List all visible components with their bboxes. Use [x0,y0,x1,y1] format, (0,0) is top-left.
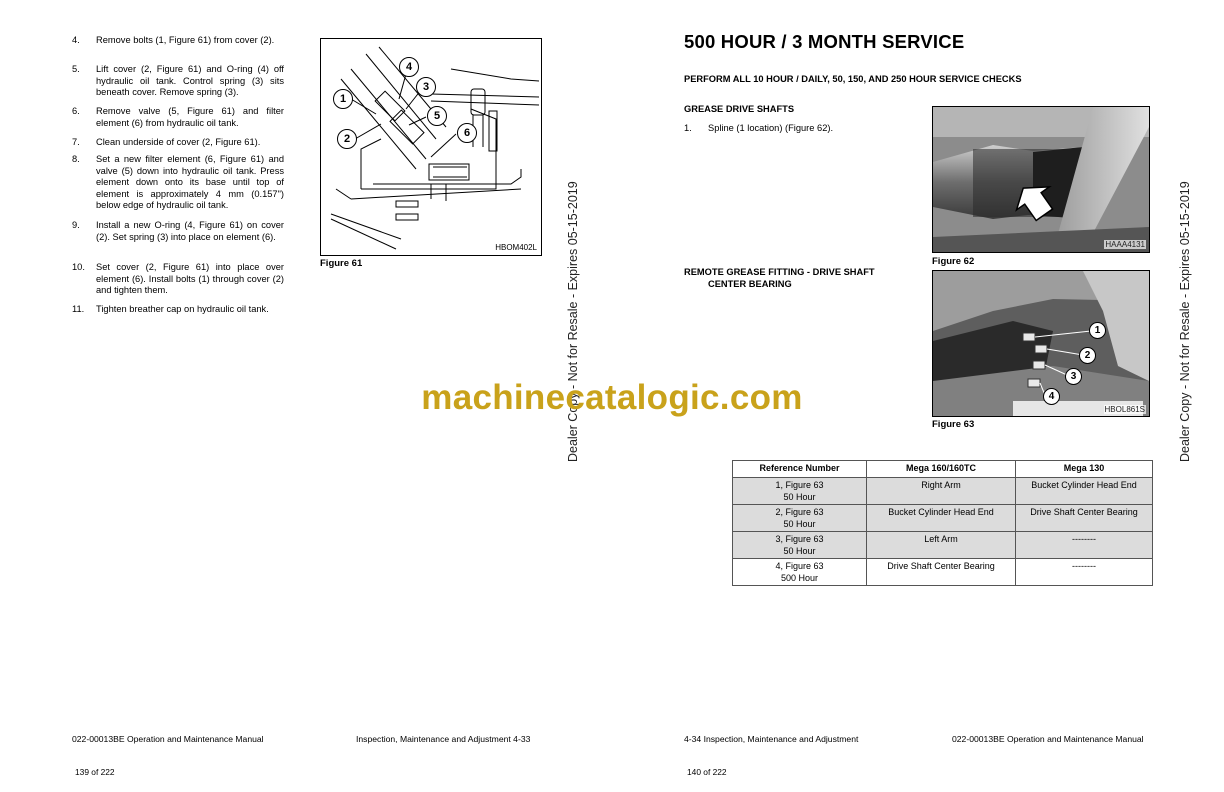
callout-6: 6 [457,123,477,143]
table-cell: Left Arm [867,532,1016,559]
step-7 [72,137,284,149]
callout-1: 1 [333,89,353,109]
step-number: 9. [72,220,80,230]
remote-heading-line2: CENTER BEARING [708,279,792,289]
step-9 [72,220,284,243]
table-cell [733,532,867,559]
step-text: Tighten breather cap on hydraulic oil tank. [96,304,269,314]
table-header-row [733,461,1153,478]
table-cell: Drive Shaft Center Bearing [1016,505,1153,532]
step-text: Lift cover (2, Figure 61) and O-ring (4) off hydraulic oil tank. Control spring (3) sits beneath cover. Remove spring (3). [96,64,284,98]
perform-all-heading: PERFORM ALL 10 HOUR / DAILY, 50, 150, AND 250 HOUR SERVICE CHECKS [684,74,1022,84]
table-cell [733,478,867,505]
callout-5: 5 [427,106,447,126]
figure-63-caption: Figure 63 [932,419,975,430]
table-cell: Drive Shaft Center Bearing [867,559,1016,586]
step-11 [72,304,284,316]
step-5 [72,64,284,99]
grease-step-number: 1. [684,123,692,133]
ref-figure: 2, Figure 63 [775,507,824,517]
photo-callout-1: 1 [1089,322,1106,339]
page-number: 139 of 222 [75,767,115,777]
table-cell: Bucket Cylinder Head End [867,505,1016,532]
step-text: Clean underside of cover (2, Figure 61). [96,137,261,147]
step-text: Set cover (2, Figure 61) into place over element (6). Install bolts (1) through cover (2) and tighten them. [96,262,284,296]
ref-interval: 500 Hour [780,573,819,583]
ref-interval: 50 Hour [783,492,816,502]
photo-callout-3: 3 [1065,368,1082,385]
table-cell [733,559,867,586]
figure-61-diagram [320,38,542,256]
grease-heading: GREASE DRIVE SHAFTS [684,104,795,114]
figure-61-caption: Figure 61 [320,258,363,269]
figure-code: HBOL861S [1104,405,1145,414]
footer-left: 4-34 Inspection, Maintenance and Adjustment [684,734,859,744]
ref-interval: 50 Hour [783,546,816,556]
step-4 [72,35,284,47]
photo-callout-4: 4 [1043,388,1060,405]
callout-2: 2 [337,129,357,149]
step-text: Install a new O-ring (4, Figure 61) on cover (2). Set spring (3) into place on element (6). [96,220,284,242]
step-number: 10. [72,262,85,272]
step-6 [72,106,284,129]
table-cell [733,505,867,532]
step-number: 8. [72,154,80,164]
figure-62-photo [932,106,1150,253]
ref-interval: 50 Hour [783,519,816,529]
photo-callout-2: 2 [1079,347,1096,364]
ref-figure: 1, Figure 63 [775,480,824,490]
step-text: Remove valve (5, Figure 61) and filter element (6) from hydraulic oil tank. [96,106,284,128]
step-number: 11. [72,304,85,314]
step-number: 5. [72,64,80,74]
column-header: Mega 130 [1016,461,1153,478]
column-header: Reference Number [733,461,867,478]
site-watermark: machinecatalogic.com [421,378,803,417]
table-row [733,478,1153,505]
table-cell: -------- [1016,559,1153,586]
step-number: 4. [72,35,80,45]
column-header: Mega 160/160TC [867,461,1016,478]
step-number: 6. [72,106,80,116]
grease-step-text: Spline (1 location) (Figure 62). [708,123,834,133]
dealer-copy-stamp-left: Dealer Copy - Not for Resale - Expires 05-15-2019 [566,181,580,462]
drive-shaft-photo [933,107,1149,252]
step-text: Set a new filter element (6, Figure 61) and valve (5) down into hydraulic oil tank. Press element down onto its base until top of element is approximately 4 mm (0.157") below edge of hydraulic oil tank. [96,154,284,211]
page-number: 140 of 222 [687,767,727,777]
table-row [733,532,1153,559]
callout-3: 3 [416,77,436,97]
step-number: 7. [72,137,80,147]
dealer-copy-stamp-right: Dealer Copy - Not for Resale - Expires 05-15-2019 [1178,181,1192,462]
table-cell: Bucket Cylinder Head End [1016,478,1153,505]
section-title: 500 HOUR / 3 MONTH SERVICE [684,31,965,52]
figure-code: HBOM402L [495,243,537,252]
table-row [733,505,1153,532]
grease-reference-table [732,460,1153,586]
step-text: Remove bolts (1, Figure 61) from cover (2). [96,35,275,45]
table-row [733,559,1153,586]
figure-code: HAAA4131 [1105,240,1145,249]
ref-figure: 3, Figure 63 [775,534,824,544]
hydraulic-tank-drawing [321,39,541,255]
remote-heading-line1: REMOTE GREASE FITTING - DRIVE SHAFT [684,267,875,277]
footer-left: 022-00013BE Operation and Maintenance Manual [72,734,264,744]
table-cell: Right Arm [867,478,1016,505]
footer-right: 022-00013BE Operation and Maintenance Manual [952,734,1144,744]
footer-right: Inspection, Maintenance and Adjustment 4-33 [356,734,531,744]
callout-4: 4 [399,57,419,77]
step-10 [72,262,284,297]
table-cell: -------- [1016,532,1153,559]
figure-62-caption: Figure 62 [932,256,975,267]
ref-figure: 4, Figure 63 [775,561,824,571]
step-8 [72,154,284,212]
